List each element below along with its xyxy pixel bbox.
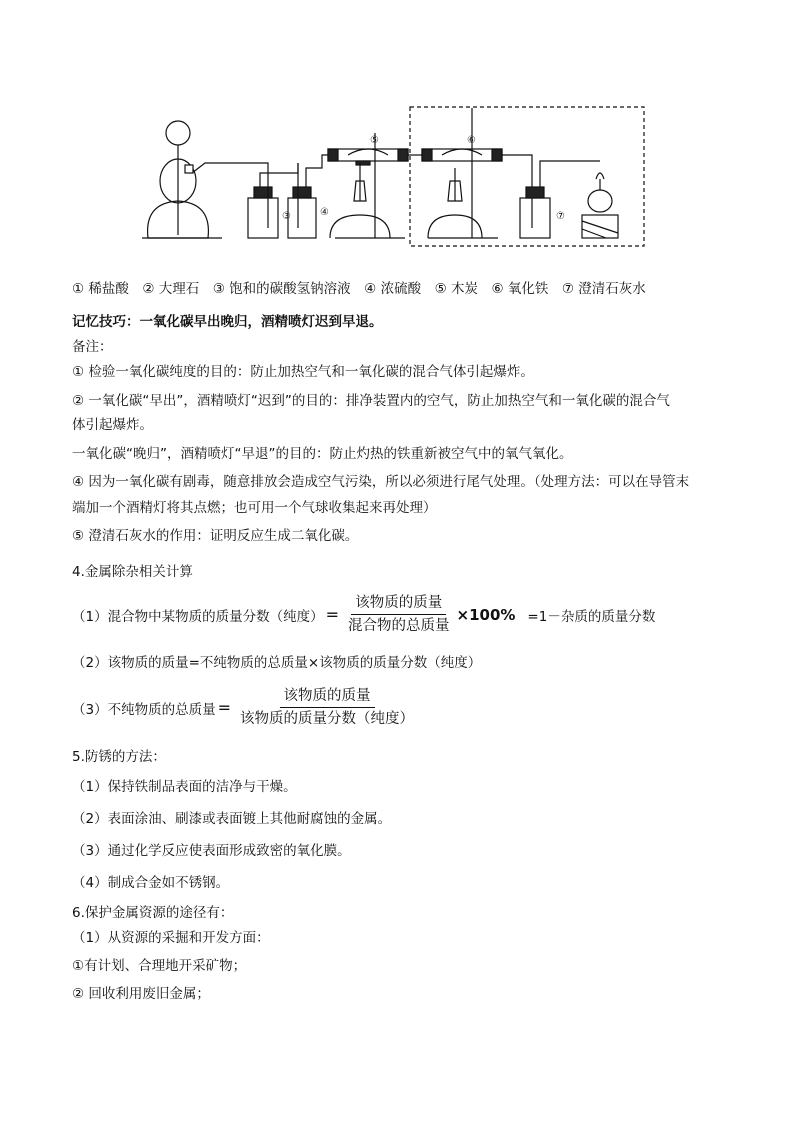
reagent-legend: ① 稀盐酸 ② 大理石 ③ 饱和的碳酸氢钠溶液 ④ 浓硫酸 ⑤ 木炭 ⑥ 氧化铁 ⑦ 澄清石灰水 <box>72 281 646 297</box>
formula-3-prefix: （3）不纯物质的总质量 <box>72 701 216 718</box>
remark-4: ④ 因为一氧化碳有剧毒，随意排放会造成空气污染，所以必须进行尾气处理。（处理方法：可以在导管末 <box>72 474 690 490</box>
formula-1-denominator: 混合物的总质量 <box>348 618 450 634</box>
section-5-item-1: （1）保持铁制品表面的洁净与干燥。 <box>72 779 297 795</box>
alcohol-lamp <box>582 173 618 238</box>
formula-1-fraction <box>344 593 454 636</box>
label-4: ④ <box>320 207 329 218</box>
formula-1-numerator: 该物质的质量 <box>351 593 446 615</box>
memory-tip: 记忆技巧：一氧化碳早出晚归，酒精喷灯迟到早退。 <box>72 314 383 330</box>
section-5-item-2: （2）表面涂油、刷漆或表面镀上其他耐腐蚀的金属。 <box>72 811 392 827</box>
remark-2: ② 一氧化碳“早出”，酒精喷灯“迟到”的目的：排净装置内的空气，防止加热空气和一氧化碳的混合气 <box>72 393 670 409</box>
section-5-item-3: （3）通过化学反应使表面形成致密的氧化膜。 <box>72 843 351 859</box>
formula-3-numerator: 该物质的质量 <box>280 686 375 708</box>
formula-1 <box>72 593 655 636</box>
label-7: ⑦ <box>556 211 565 222</box>
section-6-title: 6.保护金属资源的途径有： <box>72 905 234 921</box>
formula-2: （2）该物质的质量=不纯物质的总质量×该物质的质量分数（纯度） <box>72 655 482 671</box>
formula-1-eq: = <box>325 605 339 624</box>
remark-4-cont: 端加一个酒精灯将其点燃；也可用一个气球收集起来再处理） <box>72 500 437 516</box>
bottle-3 <box>502 155 600 238</box>
furnace-1 <box>328 133 408 238</box>
section-5-item-4: （4）制成合金如不锈钢。 <box>72 875 230 891</box>
remark-1: ① 检验一氧化碳纯度的目的：防止加热空气和一氧化碳的混合气体引起爆炸。 <box>72 364 534 380</box>
formula-3 <box>72 686 421 729</box>
section-6-item-1: （1）从资源的采掘和开发方面： <box>72 930 270 946</box>
remark-5: ⑤ 澄清石灰水的作用：证明反应生成二氧化碳。 <box>72 528 359 544</box>
remark-2-cont: 体引起爆炸。 <box>72 417 153 433</box>
formula-3-denominator: 该物质的质量分数（纯度） <box>240 711 414 727</box>
section-4-title: 4.金属除杂相关计算 <box>72 564 193 580</box>
apparatus-diagram <box>130 103 650 253</box>
formula-1-times: ×100% <box>456 605 516 624</box>
section-6-item-2: ①有计划、合理地开采矿物； <box>72 958 247 974</box>
label-3: ③ <box>282 211 291 222</box>
formula-3-eq: = <box>217 698 231 717</box>
section-5-title: 5.防锈的方法： <box>72 749 166 765</box>
section-6-item-3: ② 回收利用废旧金属； <box>72 986 210 1002</box>
formula-3-fraction <box>236 686 418 729</box>
formula-1-suffix: =1－杂质的质量分数 <box>527 608 656 625</box>
formula-1-prefix: （1）混合物中某物质的质量分数（纯度） <box>72 608 324 625</box>
remarks-title: 备注： <box>72 339 113 355</box>
label-6: ⑥ <box>467 135 476 146</box>
label-5: ⑤ <box>370 135 379 146</box>
kipp-generator <box>142 121 235 238</box>
remark-3: 一氧化碳“晚归”，酒精喷灯“早退”的目的：防止灼热的铁重新被空气中的氧气氧化。 <box>72 446 573 462</box>
furnace-2 <box>422 108 502 238</box>
bottle-2 <box>288 155 330 238</box>
